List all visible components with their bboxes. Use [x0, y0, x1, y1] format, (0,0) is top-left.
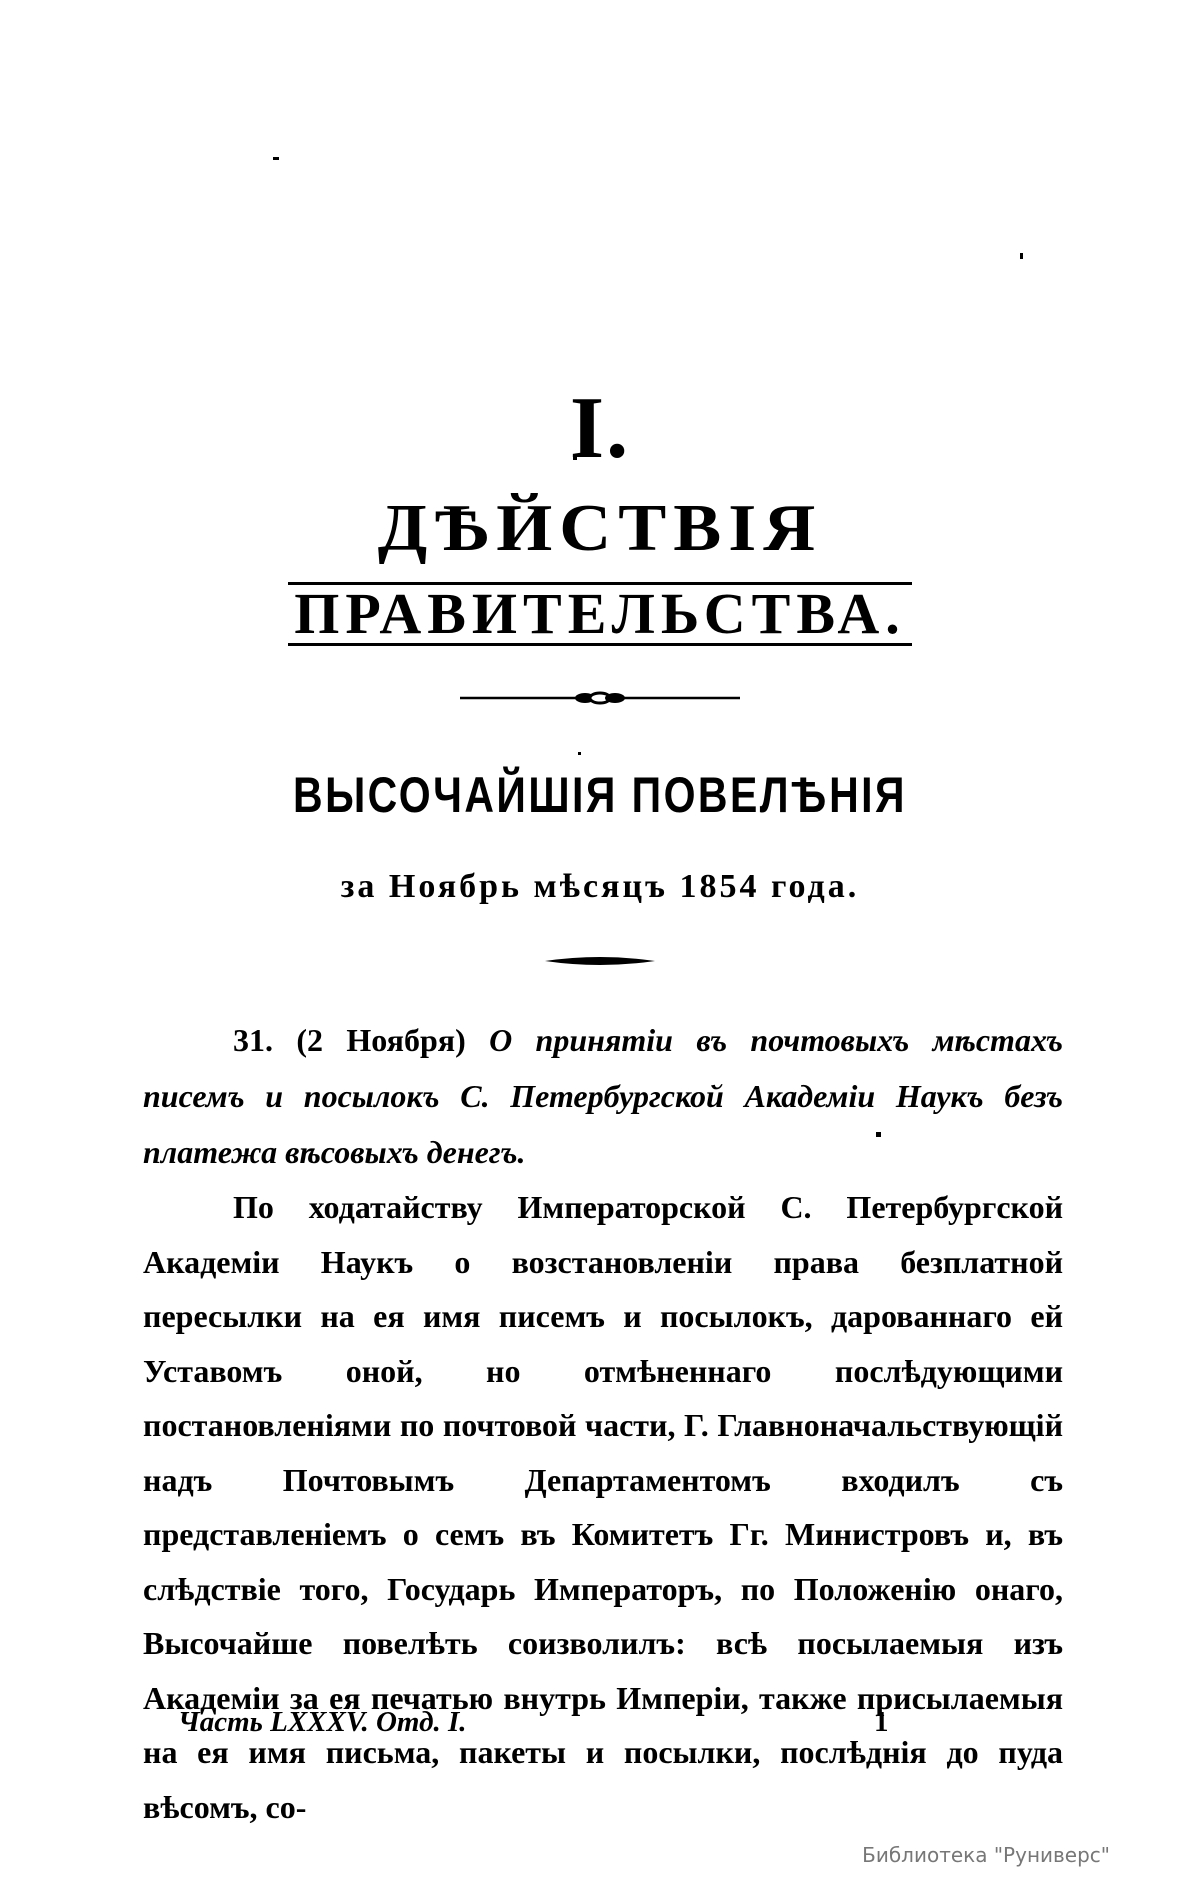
- section-title: ВЫСОЧАЙШІЯ ПОВЕЛѢНІЯ: [293, 767, 907, 823]
- entry-number: 31.: [233, 1022, 273, 1058]
- chapter-subtitle: [0, 582, 1200, 646]
- entry-topic: О принятіи въ почтовыхъ мѣстахъ писемъ и посылокъ С. Петербургской Академіи Наукъ безъ платежа вѣсовыхъ денегъ.: [143, 1022, 1064, 1170]
- body-paragraph: По ходатайству Императорской С. Петербургской Академіи Наукъ о возстановленіи права безплатной пересылки на ея имя писемъ и посылокъ, дарованнаго ей Уставомъ оной, но отмѣненнаго послѣдующими постановленіями по почтовой части, Г. Главноначальствующій надъ Почтовымъ Департаментомъ входилъ съ представленіемъ о семъ въ Комитетъ Гг. Министровъ и, въ слѣдствіе того, Государь Императоръ, по Положенію онаго, Высочайше повелѣть соизволилъ: всѣ посылаемыя изъ Академіи за ея печатью внутрь Имперіи, также присылаемыя на ея имя письма, пакеты и посылки, послѣднія до пуда вѣсомъ, со-: [143, 1189, 1063, 1825]
- ornament-rule-icon: [460, 690, 740, 706]
- chapter-title: ДѢЙСТВІЯ: [377, 491, 823, 565]
- ornament-divider-2: [0, 954, 1200, 973]
- print-speck: [1020, 253, 1023, 259]
- entry-date: (2 Ноября): [296, 1022, 466, 1058]
- ornament-divider-1: [0, 690, 1200, 711]
- section-subtitle: за Ноябрь мѣсяцъ 1854 года.: [340, 868, 860, 905]
- print-speck: [273, 157, 279, 160]
- chapter-numeral: I.: [569, 380, 631, 477]
- signature-mark: Часть LXXXV. Отд. I.: [178, 1706, 467, 1738]
- library-watermark: Библиотека "Руниверс": [862, 1843, 1110, 1867]
- sheet-number: 1: [874, 1706, 889, 1738]
- ornament-dash-icon: [545, 954, 655, 968]
- print-speck: [578, 752, 581, 755]
- decree-entry: [143, 1012, 1063, 1180]
- chapter-subtitle-text: ПРАВИТЕЛЬСТВА.: [288, 582, 912, 646]
